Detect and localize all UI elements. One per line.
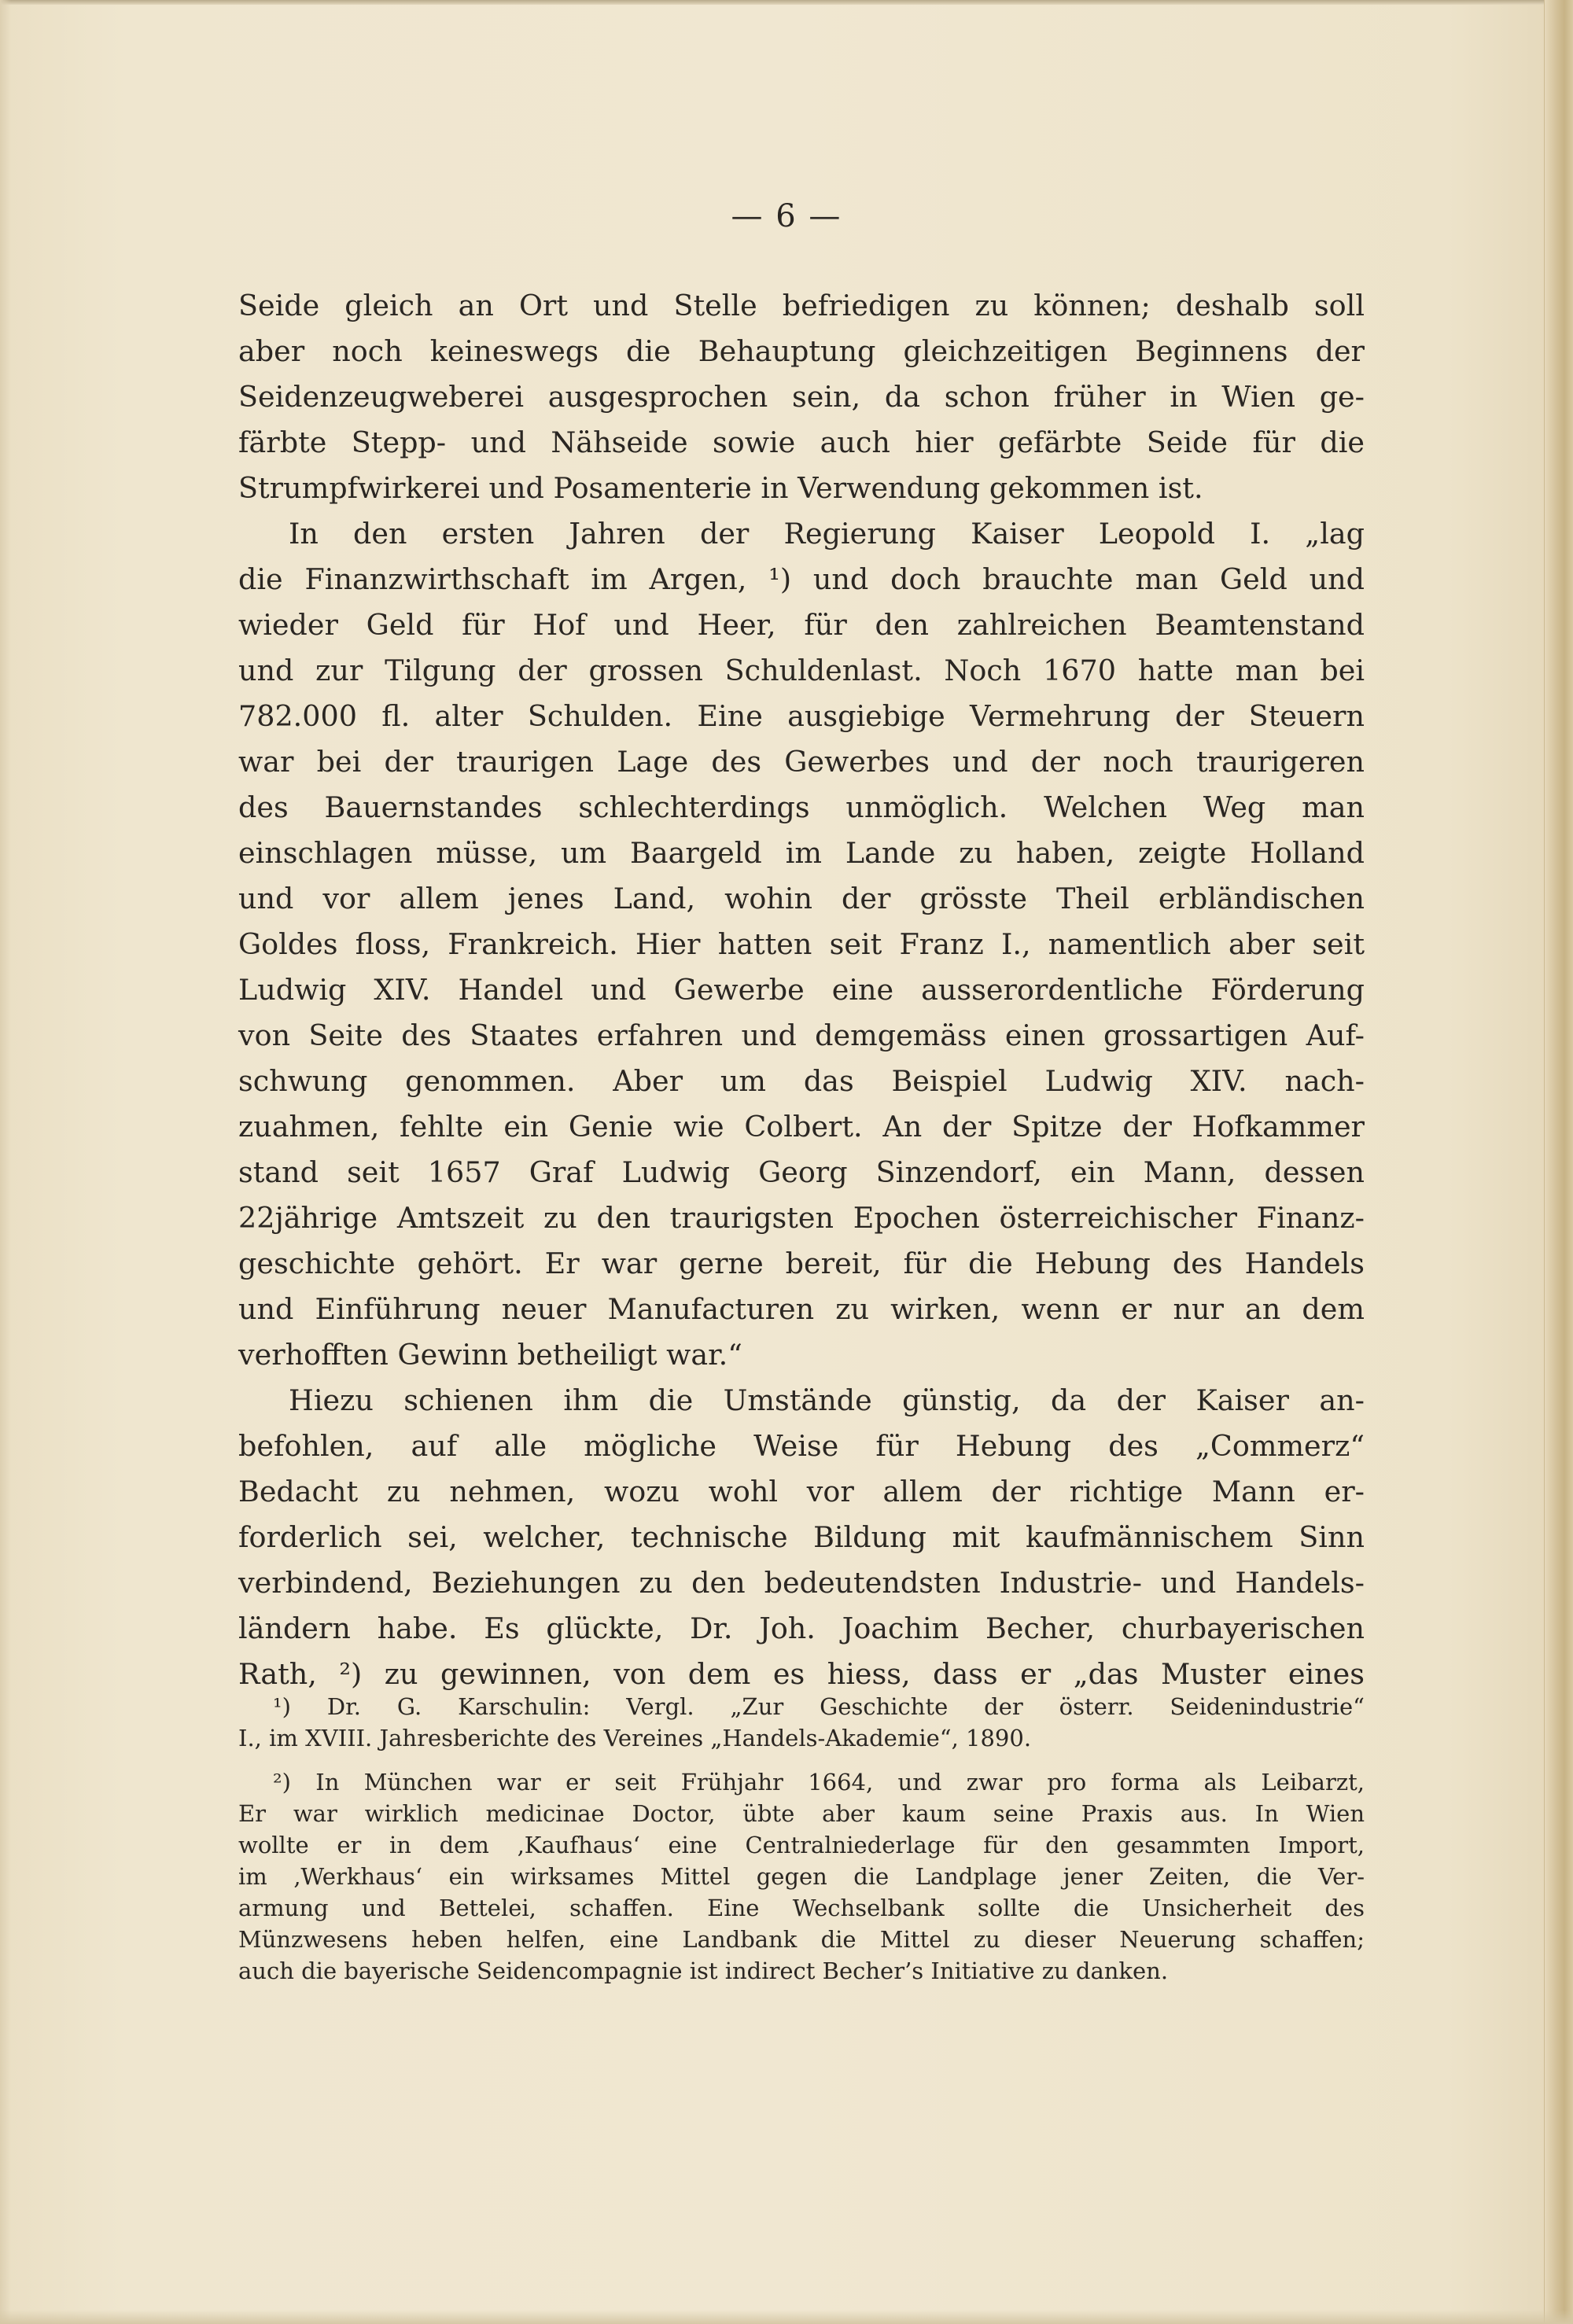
footnote-2-line: ²) In München war er seit Frühjahr 1664, und zwar pro forma als Leibarzt,	[273, 1769, 1365, 1795]
text-line: aber noch keineswegs die Behauptung gleichzeitigen Beginnens der	[238, 334, 1365, 368]
text-line: und zur Tilgung der grossen Schuldenlast. Noch 1670 hatte man bei	[238, 654, 1365, 687]
text-line: färbte Stepp- und Nähseide sowie auch hier gefärbte Seide für die	[238, 425, 1365, 459]
text-line: die Finanzwirthschaft im Argen, ¹) und doch brauchte man Geld und	[238, 562, 1365, 596]
text-line: und vor allem jenes Land, wohin der grösste Theil erbländischen	[238, 882, 1365, 915]
text-line: war bei der traurigen Lage des Gewerbes und der noch traurigeren	[238, 745, 1365, 779]
text-line: Rath, ²) zu gewinnen, von dem es hiess, dass er „das Muster eines	[238, 1657, 1365, 1691]
text-line: verbindend, Beziehungen zu den bedeutendsten Industrie- und Handels-	[238, 1566, 1365, 1600]
text-line: wieder Geld für Hof und Heer, für den zahlreichen Beamtenstand	[238, 608, 1365, 642]
page-top-edge	[0, 0, 1573, 5]
text-line: und Einführung neuer Manufacturen zu wirken, wenn er nur an dem	[238, 1292, 1365, 1326]
text-line: Bedacht zu nehmen, wozu wohl vor allem der richtige Mann er-	[238, 1475, 1365, 1508]
footnote-2-line: Er war wirklich medicinae Doctor, übte aber kaum seine Praxis aus. In Wien	[238, 1800, 1365, 1827]
text-line: befohlen, auf alle mögliche Weise für Hebung des „Commerz“	[238, 1429, 1365, 1463]
text-line: schwung genommen. Aber um das Beispiel Ludwig XIV. nach-	[238, 1064, 1365, 1098]
page-number: — 6 —	[731, 198, 842, 234]
footnote-2-line: auch die bayerische Seidencompagnie ist indirect Becher’s Initiative zu danken.	[238, 1958, 1169, 1984]
main-text	[238, 283, 1365, 1697]
page-right-edge	[1545, 0, 1573, 2324]
text-line: geschichte gehört. Er war gerne bereit, für die Hebung des Handels	[238, 1247, 1365, 1280]
text-line: des Bauernstandes schlechterdings unmöglich. Welchen Weg man	[238, 790, 1365, 824]
footnote-1-line: ¹) Dr. G. Karschulin: Vergl. „Zur Geschichte der österr. Seidenindustrie“	[273, 1693, 1365, 1720]
text-line: Hiezu schienen ihm die Umstände günstig, da der Kaiser an-	[289, 1383, 1365, 1417]
text-line: Strumpfwirkerei und Posamenterie in Verwendung gekommen ist.	[238, 471, 1203, 505]
text-line: Goldes floss, Frankreich. Hier hatten seit Franz I., namentlich aber seit	[238, 927, 1365, 961]
text-line: forderlich sei, welcher, technische Bildung mit kaufmännischem Sinn	[238, 1520, 1365, 1554]
footnote-gap	[238, 1754, 1365, 1766]
text-line: Seide gleich an Ort und Stelle befriedigen zu können; deshalb soll	[238, 289, 1365, 322]
text-line: einschlagen müsse, um Baargeld im Lande zu haben, zeigte Holland	[238, 836, 1365, 870]
text-line: Ludwig XIV. Handel und Gewerbe eine ausserordentliche Förderung	[238, 973, 1365, 1007]
footnote-2-line: im ‚Werkhaus‘ ein wirksames Mittel gegen die Landplage jener Zeiten, die Ver-	[238, 1863, 1365, 1890]
text-line: Seidenzeugweberei ausgesprochen sein, da schon früher in Wien ge-	[238, 380, 1365, 414]
page-bottom-edge	[0, 2310, 1573, 2324]
footnote-2-line: armung und Bettelei, schaffen. Eine Wechselbank sollte die Unsicherheit des	[238, 1895, 1365, 1921]
text-line: zuahmen, fehlte ein Genie wie Colbert. An der Spitze der Hofkammer	[238, 1110, 1365, 1144]
footnotes	[238, 1691, 1365, 1987]
text-line: 22jährige Amtszeit zu den traurigsten Epochen österreichischer Finanz-	[238, 1201, 1365, 1235]
page-left-shade	[0, 0, 11, 2324]
footnote-2-line: Münzwesens heben helfen, eine Landbank die Mittel zu dieser Neuerung schaffen;	[238, 1926, 1365, 1953]
text-line: von Seite des Staates erfahren und demgemäss einen grossartigen Auf-	[238, 1018, 1365, 1052]
footnote-1-line: I., im XVIII. Jahresberichte des Vereines „Handels-Akademie“, 1890.	[238, 1725, 1032, 1751]
text-line: In den ersten Jahren der Regierung Kaiser Leopold I. „lag	[289, 517, 1365, 551]
text-line: stand seit 1657 Graf Ludwig Georg Sinzendorf, ein Mann, dessen	[238, 1155, 1365, 1189]
text-line: 782.000 fl. alter Schulden. Eine ausgiebige Vermehrung der Steuern	[238, 699, 1365, 733]
footnote-2-line: wollte er in dem ‚Kaufhaus‘ eine Centralniederlage für den gesammten Import,	[238, 1832, 1365, 1858]
text-line: verhofften Gewinn betheiligt war.“	[238, 1338, 742, 1372]
text-line: ländern habe. Es glückte, Dr. Joh. Joachim Becher, churbayerischen	[238, 1611, 1365, 1645]
